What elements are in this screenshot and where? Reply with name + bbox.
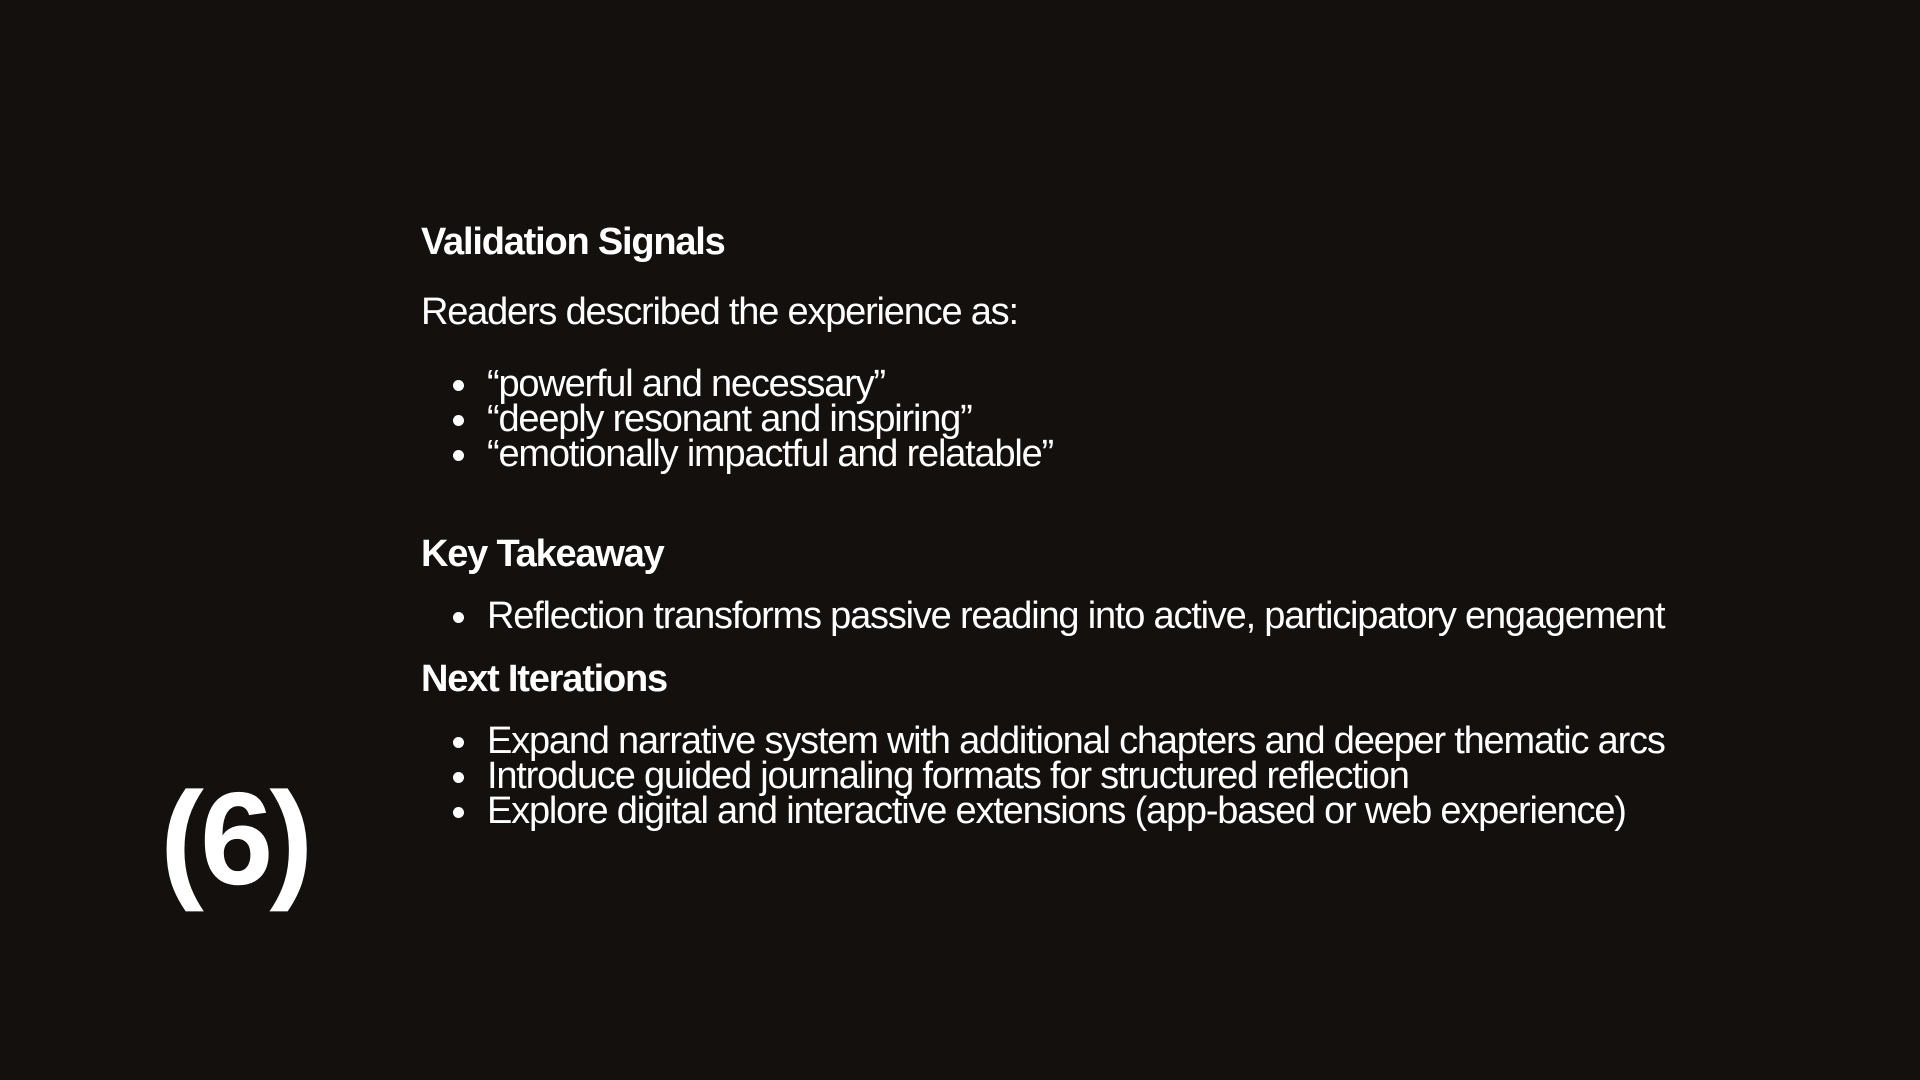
validation-quote: “powerful and necessary” bbox=[421, 367, 1721, 402]
next-iterations-heading: Next Iterations bbox=[421, 658, 667, 700]
slide-content bbox=[421, 217, 1721, 832]
validation-quote: “deeply resonant and inspiring” bbox=[421, 402, 1721, 437]
slide-number: (6) bbox=[160, 765, 310, 912]
validation-intro: Readers described the experience as: bbox=[421, 291, 1018, 333]
next-iteration-item: Explore digital and interactive extensions (app-based or web experience) bbox=[421, 794, 1721, 829]
next-iterations-list bbox=[421, 720, 1721, 832]
validation-quote-list bbox=[421, 363, 1721, 475]
next-iteration-item: Expand narrative system with additional chapters and deeper thematic arcs bbox=[421, 724, 1721, 759]
takeaway-heading: Key Takeaway bbox=[421, 533, 664, 575]
next-iteration-item: Introduce guided journaling formats for structured reflection bbox=[421, 759, 1721, 794]
validation-heading: Validation Signals bbox=[421, 221, 725, 263]
takeaway-item: Reflection transforms passive reading into active, participatory engagement bbox=[421, 599, 1721, 634]
validation-quote: “emotionally impactful and relatable” bbox=[421, 437, 1721, 472]
takeaway-list bbox=[421, 595, 1721, 637]
